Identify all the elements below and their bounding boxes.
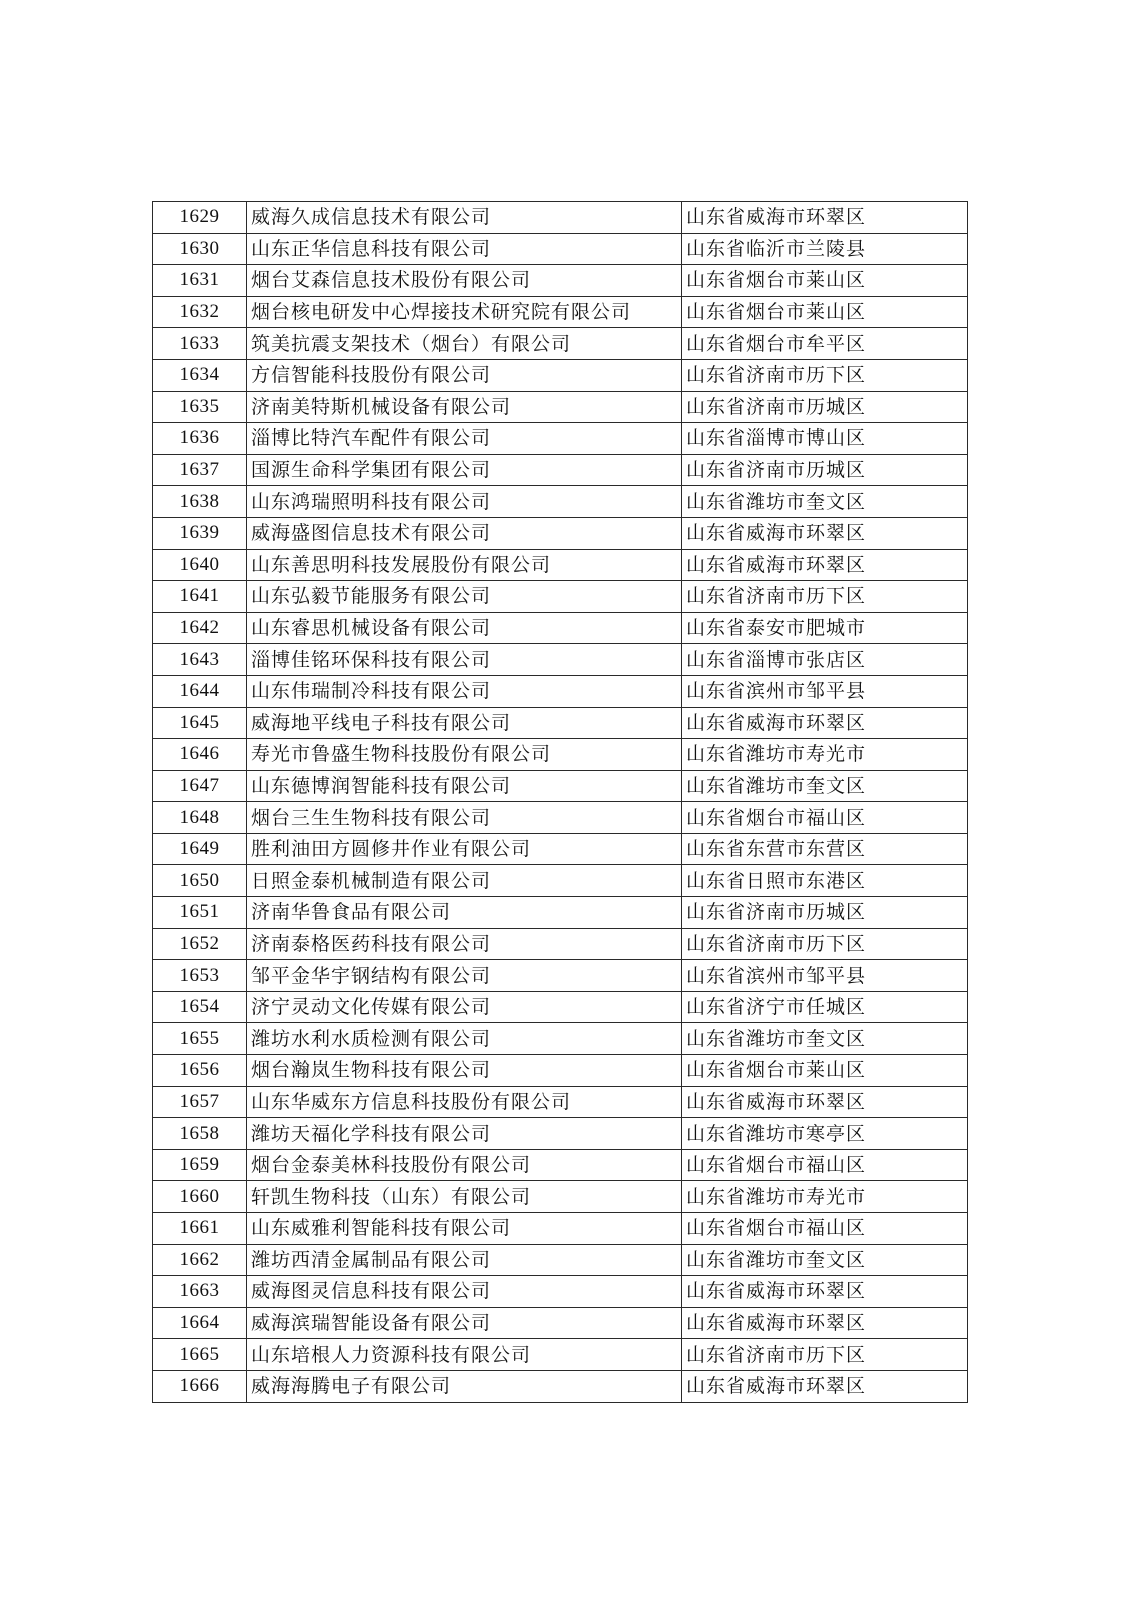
company-name-cell: 潍坊西清金属制品有限公司 bbox=[247, 1244, 682, 1276]
table-row bbox=[153, 1181, 968, 1213]
company-name-cell: 潍坊天福化学科技有限公司 bbox=[247, 1118, 682, 1150]
table-row bbox=[153, 865, 968, 897]
region-cell: 山东省滨州市邹平县 bbox=[682, 960, 968, 992]
region-cell: 山东省济南市历下区 bbox=[682, 928, 968, 960]
region-cell: 山东省济南市历城区 bbox=[682, 391, 968, 423]
row-number-cell: 1636 bbox=[153, 423, 247, 455]
region-cell: 山东省济南市历城区 bbox=[682, 454, 968, 486]
table-row bbox=[153, 517, 968, 549]
row-number-cell: 1647 bbox=[153, 770, 247, 802]
region-cell: 山东省潍坊市寒亭区 bbox=[682, 1118, 968, 1150]
table-row bbox=[153, 1276, 968, 1308]
row-number-cell: 1649 bbox=[153, 833, 247, 865]
company-name-cell: 胜利油田方圆修井作业有限公司 bbox=[247, 833, 682, 865]
region-cell: 山东省威海市环翠区 bbox=[682, 1370, 968, 1402]
region-cell: 山东省烟台市福山区 bbox=[682, 802, 968, 834]
company-name-cell: 寿光市鲁盛生物科技股份有限公司 bbox=[247, 739, 682, 771]
row-number-cell: 1666 bbox=[153, 1370, 247, 1402]
region-cell: 山东省潍坊市寿光市 bbox=[682, 739, 968, 771]
table-row bbox=[153, 897, 968, 929]
table-row bbox=[153, 675, 968, 707]
company-name-cell: 国源生命科学集团有限公司 bbox=[247, 454, 682, 486]
company-name-cell: 烟台三生生物科技有限公司 bbox=[247, 802, 682, 834]
table-row bbox=[153, 1244, 968, 1276]
table-body bbox=[153, 202, 968, 1403]
table-row bbox=[153, 644, 968, 676]
table-row bbox=[153, 802, 968, 834]
region-cell: 山东省济南市历下区 bbox=[682, 1339, 968, 1371]
table-row bbox=[153, 1307, 968, 1339]
company-name-cell: 淄博佳铭环保科技有限公司 bbox=[247, 644, 682, 676]
company-name-cell: 烟台金泰美林科技股份有限公司 bbox=[247, 1149, 682, 1181]
company-name-cell: 潍坊水利水质检测有限公司 bbox=[247, 1023, 682, 1055]
region-cell: 山东省威海市环翠区 bbox=[682, 1307, 968, 1339]
table-row bbox=[153, 423, 968, 455]
region-cell: 山东省泰安市肥城市 bbox=[682, 612, 968, 644]
row-number-cell: 1641 bbox=[153, 581, 247, 613]
company-name-cell: 山东华威东方信息科技股份有限公司 bbox=[247, 1086, 682, 1118]
company-name-cell: 济南华鲁食品有限公司 bbox=[247, 897, 682, 929]
row-number-cell: 1637 bbox=[153, 454, 247, 486]
row-number-cell: 1644 bbox=[153, 675, 247, 707]
region-cell: 山东省潍坊市奎文区 bbox=[682, 770, 968, 802]
row-number-cell: 1656 bbox=[153, 1055, 247, 1087]
company-name-cell: 山东威雅利智能科技有限公司 bbox=[247, 1213, 682, 1245]
row-number-cell: 1634 bbox=[153, 359, 247, 391]
company-name-cell: 山东培根人力资源科技有限公司 bbox=[247, 1339, 682, 1371]
table-row bbox=[153, 391, 968, 423]
row-number-cell: 1657 bbox=[153, 1086, 247, 1118]
row-number-cell: 1635 bbox=[153, 391, 247, 423]
region-cell: 山东省烟台市莱山区 bbox=[682, 296, 968, 328]
region-cell: 山东省潍坊市奎文区 bbox=[682, 1244, 968, 1276]
table-row bbox=[153, 707, 968, 739]
company-name-cell: 山东德博润智能科技有限公司 bbox=[247, 770, 682, 802]
row-number-cell: 1658 bbox=[153, 1118, 247, 1150]
region-cell: 山东省淄博市张店区 bbox=[682, 644, 968, 676]
company-name-cell: 济宁灵动文化传媒有限公司 bbox=[247, 991, 682, 1023]
company-name-cell: 山东睿思机械设备有限公司 bbox=[247, 612, 682, 644]
company-table bbox=[152, 201, 968, 1403]
company-name-cell: 威海图灵信息科技有限公司 bbox=[247, 1276, 682, 1308]
row-number-cell: 1665 bbox=[153, 1339, 247, 1371]
company-name-cell: 济南泰格医药科技有限公司 bbox=[247, 928, 682, 960]
company-name-cell: 山东鸿瑞照明科技有限公司 bbox=[247, 486, 682, 518]
row-number-cell: 1630 bbox=[153, 233, 247, 265]
company-name-cell: 邹平金华宇钢结构有限公司 bbox=[247, 960, 682, 992]
table-row bbox=[153, 1370, 968, 1402]
table-row bbox=[153, 454, 968, 486]
table-row bbox=[153, 928, 968, 960]
region-cell: 山东省烟台市福山区 bbox=[682, 1149, 968, 1181]
row-number-cell: 1655 bbox=[153, 1023, 247, 1055]
company-name-cell: 威海滨瑞智能设备有限公司 bbox=[247, 1307, 682, 1339]
table-row bbox=[153, 486, 968, 518]
table-row bbox=[153, 233, 968, 265]
region-cell: 山东省潍坊市奎文区 bbox=[682, 486, 968, 518]
table-row bbox=[153, 991, 968, 1023]
table-row bbox=[153, 1213, 968, 1245]
table-row bbox=[153, 960, 968, 992]
region-cell: 山东省潍坊市寿光市 bbox=[682, 1181, 968, 1213]
region-cell: 山东省烟台市莱山区 bbox=[682, 265, 968, 297]
row-number-cell: 1631 bbox=[153, 265, 247, 297]
table-row bbox=[153, 202, 968, 234]
row-number-cell: 1640 bbox=[153, 549, 247, 581]
company-name-cell: 威海地平线电子科技有限公司 bbox=[247, 707, 682, 739]
company-name-cell: 烟台瀚岚生物科技有限公司 bbox=[247, 1055, 682, 1087]
table-row bbox=[153, 328, 968, 360]
table-row bbox=[153, 1118, 968, 1150]
row-number-cell: 1632 bbox=[153, 296, 247, 328]
table-row bbox=[153, 1149, 968, 1181]
region-cell: 山东省威海市环翠区 bbox=[682, 202, 968, 234]
row-number-cell: 1651 bbox=[153, 897, 247, 929]
company-name-cell: 山东伟瑞制冷科技有限公司 bbox=[247, 675, 682, 707]
table-row bbox=[153, 1055, 968, 1087]
company-name-cell: 筑美抗震支架技术（烟台）有限公司 bbox=[247, 328, 682, 360]
company-name-cell: 烟台核电研发中心焊接技术研究院有限公司 bbox=[247, 296, 682, 328]
company-name-cell: 威海久成信息技术有限公司 bbox=[247, 202, 682, 234]
table-row bbox=[153, 1086, 968, 1118]
row-number-cell: 1639 bbox=[153, 517, 247, 549]
company-name-cell: 烟台艾森信息技术股份有限公司 bbox=[247, 265, 682, 297]
table-row bbox=[153, 739, 968, 771]
company-name-cell: 方信智能科技股份有限公司 bbox=[247, 359, 682, 391]
region-cell: 山东省济南市历下区 bbox=[682, 581, 968, 613]
table-row bbox=[153, 833, 968, 865]
table-row bbox=[153, 296, 968, 328]
region-cell: 山东省威海市环翠区 bbox=[682, 549, 968, 581]
company-name-cell: 山东正华信息科技有限公司 bbox=[247, 233, 682, 265]
table-row bbox=[153, 549, 968, 581]
table-row bbox=[153, 1339, 968, 1371]
row-number-cell: 1662 bbox=[153, 1244, 247, 1276]
region-cell: 山东省烟台市莱山区 bbox=[682, 1055, 968, 1087]
region-cell: 山东省东营市东营区 bbox=[682, 833, 968, 865]
region-cell: 山东省淄博市博山区 bbox=[682, 423, 968, 455]
table-row bbox=[153, 770, 968, 802]
region-cell: 山东省济宁市任城区 bbox=[682, 991, 968, 1023]
region-cell: 山东省威海市环翠区 bbox=[682, 517, 968, 549]
company-name-cell: 济南美特斯机械设备有限公司 bbox=[247, 391, 682, 423]
row-number-cell: 1652 bbox=[153, 928, 247, 960]
company-name-cell: 轩凯生物科技（山东）有限公司 bbox=[247, 1181, 682, 1213]
table-row bbox=[153, 265, 968, 297]
company-name-cell: 威海海腾电子有限公司 bbox=[247, 1370, 682, 1402]
region-cell: 山东省滨州市邹平县 bbox=[682, 675, 968, 707]
table-row bbox=[153, 1023, 968, 1055]
region-cell: 山东省日照市东港区 bbox=[682, 865, 968, 897]
region-cell: 山东省烟台市牟平区 bbox=[682, 328, 968, 360]
region-cell: 山东省潍坊市奎文区 bbox=[682, 1023, 968, 1055]
region-cell: 山东省济南市历下区 bbox=[682, 359, 968, 391]
row-number-cell: 1653 bbox=[153, 960, 247, 992]
row-number-cell: 1638 bbox=[153, 486, 247, 518]
region-cell: 山东省济南市历城区 bbox=[682, 897, 968, 929]
region-cell: 山东省烟台市福山区 bbox=[682, 1213, 968, 1245]
row-number-cell: 1654 bbox=[153, 991, 247, 1023]
row-number-cell: 1660 bbox=[153, 1181, 247, 1213]
row-number-cell: 1645 bbox=[153, 707, 247, 739]
row-number-cell: 1664 bbox=[153, 1307, 247, 1339]
row-number-cell: 1642 bbox=[153, 612, 247, 644]
row-number-cell: 1648 bbox=[153, 802, 247, 834]
company-name-cell: 山东善思明科技发展股份有限公司 bbox=[247, 549, 682, 581]
region-cell: 山东省威海市环翠区 bbox=[682, 1276, 968, 1308]
company-name-cell: 威海盛图信息技术有限公司 bbox=[247, 517, 682, 549]
row-number-cell: 1661 bbox=[153, 1213, 247, 1245]
row-number-cell: 1643 bbox=[153, 644, 247, 676]
company-name-cell: 淄博比特汽车配件有限公司 bbox=[247, 423, 682, 455]
row-number-cell: 1663 bbox=[153, 1276, 247, 1308]
region-cell: 山东省威海市环翠区 bbox=[682, 707, 968, 739]
company-name-cell: 日照金泰机械制造有限公司 bbox=[247, 865, 682, 897]
company-name-cell: 山东弘毅节能服务有限公司 bbox=[247, 581, 682, 613]
table-row bbox=[153, 581, 968, 613]
row-number-cell: 1650 bbox=[153, 865, 247, 897]
row-number-cell: 1633 bbox=[153, 328, 247, 360]
table-row bbox=[153, 612, 968, 644]
region-cell: 山东省威海市环翠区 bbox=[682, 1086, 968, 1118]
table-row bbox=[153, 359, 968, 391]
row-number-cell: 1659 bbox=[153, 1149, 247, 1181]
row-number-cell: 1646 bbox=[153, 739, 247, 771]
row-number-cell: 1629 bbox=[153, 202, 247, 234]
region-cell: 山东省临沂市兰陵县 bbox=[682, 233, 968, 265]
